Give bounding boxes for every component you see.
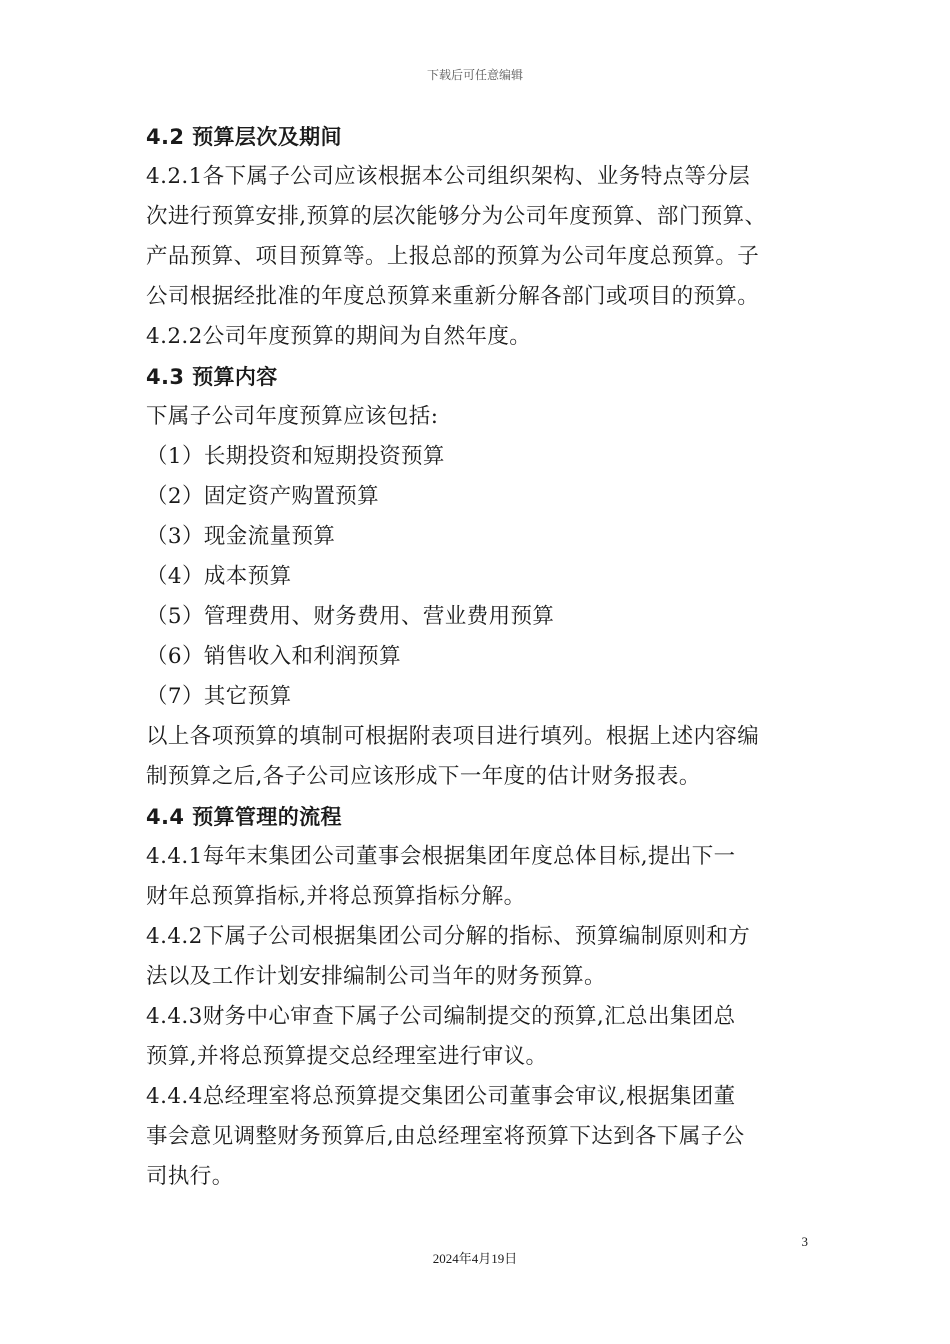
text-line: 4.4.4总经理室将总预算提交集团公司董事会审议,根据集团董	[146, 1084, 736, 1109]
text-line: 司执行。	[146, 1164, 234, 1189]
text-line: 公司根据经批准的年度总预算来重新分解各部门或项目的预算。	[146, 284, 760, 309]
text-line: 4.2.2公司年度预算的期间为自然年度。	[146, 324, 532, 349]
header-note: 下载后可任意编辑	[426, 68, 523, 82]
text-line: 事会意见调整财务预算后,由总经理室将预算下达到各下属子公	[146, 1124, 745, 1149]
page-number: 3	[801, 1234, 808, 1249]
text-line: （4）成本预算	[146, 564, 292, 589]
section-heading: 4.3 预算内容	[146, 365, 278, 389]
section-heading: 4.2 预算层次及期间	[146, 125, 342, 149]
text-line: 4.2.1各下属子公司应该根据本公司组织架构、业务特点等分层	[146, 164, 751, 189]
text-line: 制预算之后,各子公司应该形成下一年度的估计财务报表。	[146, 764, 701, 789]
text-line: 4.4.1每年末集团公司董事会根据集团年度总体目标,提出下一	[146, 844, 736, 869]
text-line: 预算,并将总预算提交总经理室进行审议。	[146, 1044, 548, 1069]
text-line: 4.4.3财务中心审查下属子公司编制提交的预算,汇总出集团总	[146, 1004, 736, 1029]
text-line: （5）管理费用、财务费用、营业费用预算	[146, 604, 555, 629]
text-line: 法以及工作计划安排编制公司当年的财务预算。	[146, 964, 606, 989]
text-line: 产品预算、项目预算等。上报总部的预算为公司年度总预算。子	[146, 244, 760, 269]
section-heading: 4.4 预算管理的流程	[146, 805, 342, 829]
footer-date: 2024年4月19日	[432, 1251, 518, 1266]
text-line: （2）固定资产购置预算	[146, 484, 380, 509]
text-line: （3）现金流量预算	[146, 524, 336, 549]
body-text	[146, 117, 816, 1197]
text-line: （7）其它预算	[146, 684, 292, 709]
text-line: 4.4.2下属子公司根据集团公司分解的指标、预算编制原则和方	[146, 924, 751, 949]
text-line: 财年总预算指标,并将总预算指标分解。	[146, 884, 526, 909]
text-line: 次进行预算安排,预算的层次能够分为公司年度预算、部门预算、	[146, 204, 767, 229]
text-line: 以上各项预算的填制可根据附表项目进行填列。根据上述内容编	[146, 724, 760, 749]
text-line: （1）长期投资和短期投资预算	[146, 444, 445, 469]
text-line: 下属子公司年度预算应该包括:	[146, 404, 439, 429]
text-line: （6）销售收入和利润预算	[146, 644, 401, 669]
